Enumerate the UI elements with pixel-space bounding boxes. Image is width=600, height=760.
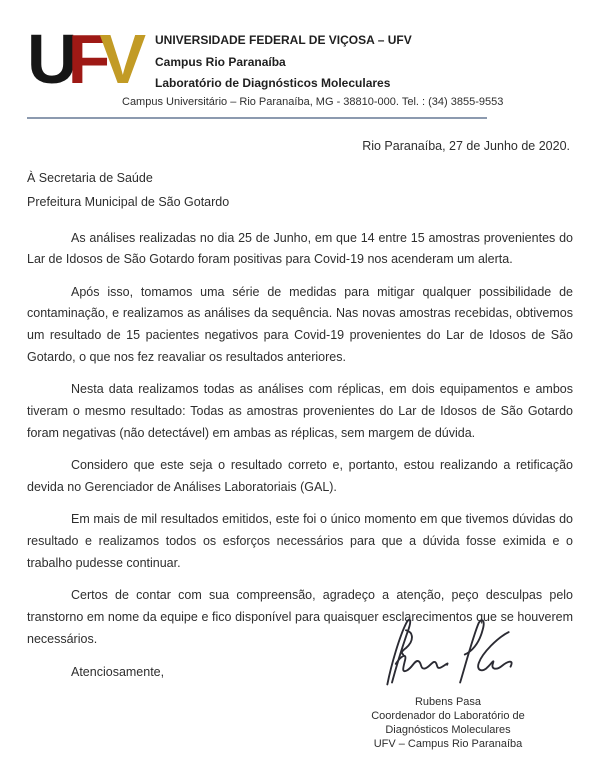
campus-name: Campus Rio Paranaíba [155, 54, 286, 69]
date-line: Rio Paranaíba, 27 de Junho de 2020. [362, 138, 570, 153]
closing-line: Atenciosamente, [71, 664, 165, 679]
recipient-block [27, 166, 573, 214]
body-paragraph: Em mais de mil resultados emitidos, este foi o único momento em que tivemos dúvidas do resultado e realizamos todos os esforços necessários para que a dúvida fosse eximida e o trabalho pudesse continuar. [27, 512, 573, 570]
logo-letter-f: F [67, 20, 104, 98]
university-name: UNIVERSIDADE FEDERAL DE VIÇOSA – UFV [155, 33, 412, 47]
signatory-role-line1: Coordenador do Laboratório de [371, 709, 525, 722]
logo-letter-u: U [27, 20, 71, 98]
ufv-logo [27, 20, 147, 98]
signatory-role-line2: Diagnósticos Moleculares [385, 723, 511, 736]
signature-row [27, 661, 573, 751]
signatory-name: Rubens Pasa [414, 695, 482, 708]
body-paragraph: Nesta data realizamos todas as análises com réplicas, em dois equipamentos e ambos tiveram o mesmo resultado: Todas as amostras provenientes do Lar de Idosos de São Gotardo foram negativas (não detectável) em ambas as réplicas, sem margem de dúvida. [27, 382, 573, 440]
body-paragraph: Considero que este seja o resultado correto e, portanto, estou realizando a retificação devida no Gerenciador de Análises Laboratoriais (GAL). [27, 458, 573, 494]
signature-block [323, 613, 573, 751]
letter-body [27, 228, 573, 651]
logo-letter-v: V [99, 20, 140, 98]
letterhead-text [155, 24, 412, 95]
recipient-line-secretaria: À Secretaria de Saúde [27, 170, 153, 185]
letterhead-address: Campus Universitário – Rio Paranaíba, MG - 38810-000. Tel. : (34) 3855-9553 [122, 95, 504, 108]
header-divider [27, 117, 487, 119]
body-paragraph: Certos de contar com sua compreensão, agradeço a atenção, peço desculpas pelo transtorno em nome da equipe e fico disponível para quaisquer esclarecimentos que se houverem necessários. [27, 588, 573, 646]
recipient-line-prefeitura: Prefeitura Municipal de São Gotardo [27, 194, 230, 209]
letterhead [0, 0, 600, 98]
signature-image [378, 613, 518, 697]
body-paragraph: As análises realizadas no dia 25 de Junho, em que 14 entre 15 amostras provenientes do Lar de Idosos de São Gotardo foram positivas para Covid-19 nos acenderam um alerta. [27, 230, 573, 267]
signatory-role-line3: UFV – Campus Rio Paranaíba [373, 737, 523, 750]
lab-name: Laboratório de Diagnósticos Moleculares [155, 76, 391, 90]
body-paragraph: Após isso, tomamos uma série de medidas para mitigar qualquer possibilidade de contaminação, e realizamos as análises da sequência. Nas novas amostras recebidas, obtivemos um resultado de 15 pacientes negativos para Covid-19 provenientes do Lar de Idosos de São Gotardo, o que nos fez reavaliar os resultados anteriores. [27, 284, 573, 364]
